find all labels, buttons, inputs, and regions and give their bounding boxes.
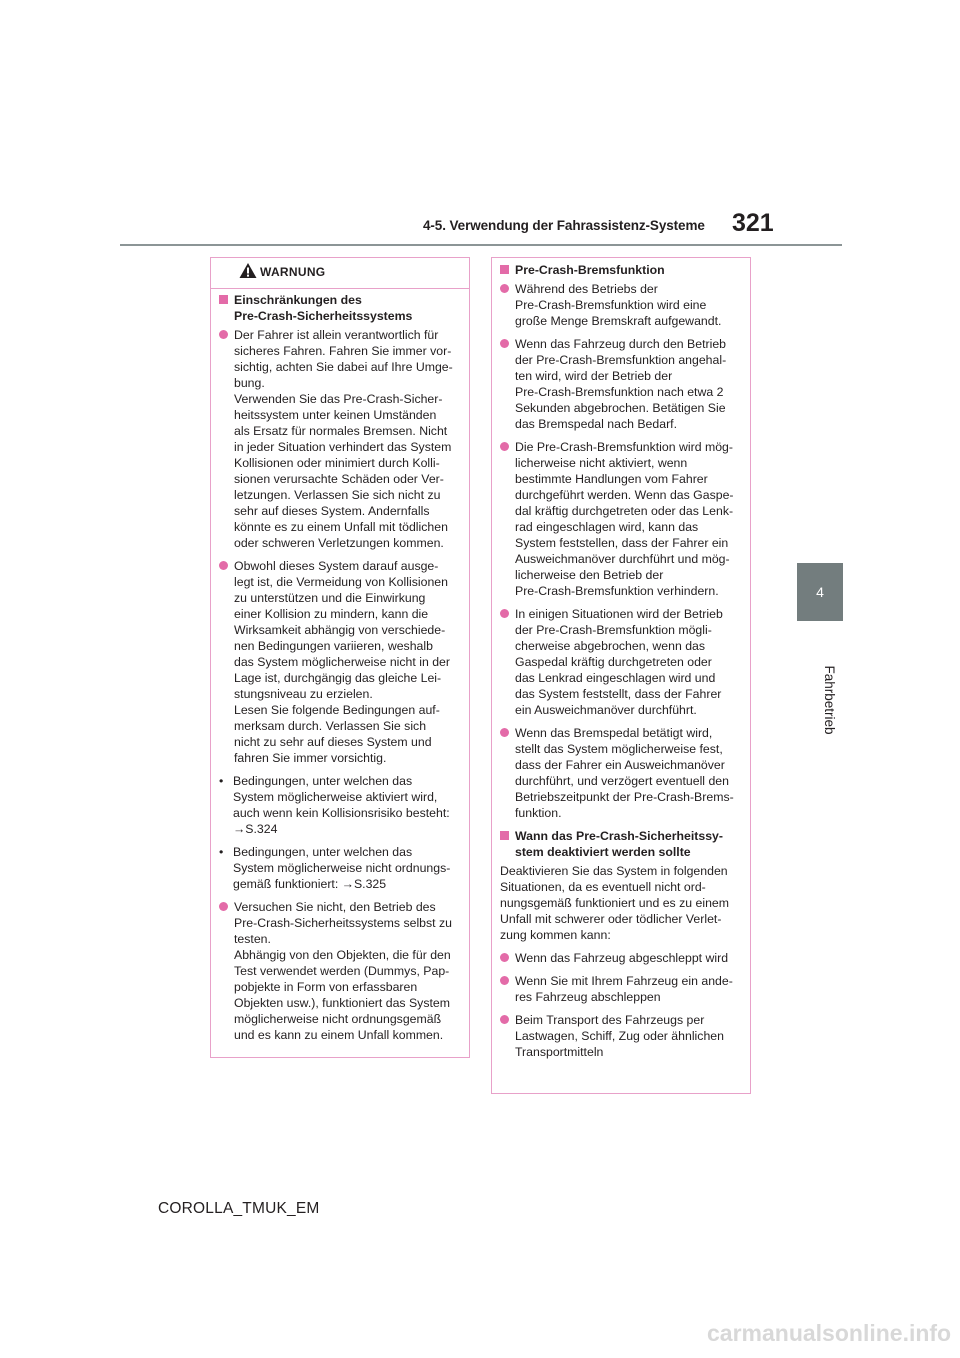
warning-header (211, 258, 469, 289)
warning-subitem: • Bedingungen, unter welchen das System möglicherweise nicht ordnungs- gemäß funktioniert: →S.325 (219, 844, 463, 892)
warning-bullet: Versuchen Sie nicht, den Betrieb des Pre-Crash-Sicherheitssystems selbst zu testen. Abhängig von den Objekten, die für den Test verwendet werden (Dummys, Pap- pobjekte in Form von erfassbaren Objekten usw.), funktioniert das System möglicherweise nicht ordnungsgemäß und es kann zu einem Unfall kommen. (219, 899, 463, 1043)
info-bullet: Während des Betriebs der Pre-Crash-Bremsfunktion wird eine große Menge Bremskraft aufgewandt. (500, 281, 744, 329)
warning-bullet: Der Fahrer ist allein verantwortlich für sicheres Fahren. Fahren Sie immer vor- sichtig, achten Sie dabei auf Ihre Umge- bung. Verwenden Sie das Pre-Crash-Sicher- heitssystem unter keinen Umständen als Ersatz für normales Bremsen. Nicht in jeder Situation verhindert das System Kollisionen oder minimiert durch Kolli- sionen verursachte Schäden oder Ver- letzungen. Verlassen Sie sich nicht zu sehr auf dieses System. Andernfalls könnte es zu einem Unfall mit tödlichen oder schweren Verletzungen kommen. (219, 327, 463, 551)
info-bullet: In einigen Situationen wird der Betrieb der Pre-Crash-Bremsfunktion mögli- cherweise abgebrochen, wenn das Gaspedal kräftig durchgetreten oder das Lenkrad eingeschlagen wird und das System feststellt, dass der Fahrer ein Ausweichmanöver durchführt. (500, 606, 744, 718)
info-heading: Pre-Crash-Bremsfunktion (500, 262, 744, 278)
page-number: 321 (732, 209, 774, 237)
info-paragraph: Deaktivieren Sie das System in folgenden Situationen, da es eventuell nicht ord- nungsgemäß funktioniert und es zu einem Unfall mit schwerer oder tödlicher Verlet- zung kommen kann: (500, 864, 729, 942)
info-bullet: Die Pre-Crash-Bremsfunktion wird mög- licherweise nicht aktiviert, wenn bestimmte Handlungen vom Fahrer durchgeführt werden. Wenn das Gaspe- dal kräftig durchgetreten oder das Lenk- rad eingeschlagen wird, kann das System feststellen, dass der Fahrer ein Ausweichmanöver durchführt und mög- licherweise den Betrieb der Pre-Crash-Bremsfunktion verhindern. (500, 439, 744, 599)
info-content (492, 258, 750, 1060)
warning-content (211, 289, 469, 1043)
info-bullet: Beim Transport des Fahrzeugs per Lastwagen, Schiff, Zug oder ähnlichen Transportmitteln (500, 1012, 744, 1060)
warning-title: WARNUNG (260, 265, 326, 279)
info-box (491, 257, 751, 1094)
info-bullet: Wenn das Bremspedal betätigt wird, stellt das System möglicherweise fest, dass der Fahrer ein Ausweichmanöver durchführt, und verzögert eventuell den Betriebszeitpunkt der Pre-Crash-Brems- funktion. (500, 725, 744, 821)
info-bullet: Wenn das Fahrzeug durch den Betrieb der Pre-Crash-Bremsfunktion angehal- ten wird, wird der Betrieb der Pre-Crash-Bremsfunktion nach etwa 2 Sekunden abgebrochen. Betätigen Sie das Bremspedal nach Bedarf. (500, 336, 744, 432)
warning-box (210, 257, 470, 1058)
warning-heading: Einschränkungen des Pre-Crash-Sicherheitssystems (219, 292, 463, 324)
info-bullet: Wenn das Fahrzeug abgeschleppt wird (500, 950, 744, 966)
warning-triangle-icon (239, 262, 257, 279)
info-bullet: Wenn Sie mit Ihrem Fahrzeug ein ande- res Fahrzeug abschleppen (500, 973, 744, 1005)
footer-code: COROLLA_TMUK_EM (158, 1200, 320, 1217)
chapter-tab: 4 (797, 563, 843, 621)
header-divider (120, 244, 842, 246)
chapter-label: Fahrbetrieb (822, 665, 837, 735)
watermark: carmanualsonline.info (707, 1320, 952, 1346)
warning-subitem: • Bedingungen, unter welchen das System möglicherweise aktiviert wird, auch wenn kein Kollisionsrisiko besteht: →S.324 (219, 773, 463, 837)
section-title: 4-5. Verwendung der Fahrassistenz-Systeme (423, 218, 705, 233)
info-heading: Wann das Pre-Crash-Sicherheitssy- stem deaktiviert werden sollte (500, 828, 744, 860)
warning-bullet: Obwohl dieses System darauf ausge- legt ist, die Vermeidung von Kollisionen zu unterstützen und die Einwirkung einer Kollision zu mindern, kann die Wirksamkeit abhängig von verschiede- nen Bedingungen variieren, weshalb das System möglicherweise nicht in der Lage ist, durchgängig das gleiche Lei- stungsniveau zu erzielen. Lesen Sie folgende Bedingungen auf- merksam durch. Verlassen Sie sich nicht zu sehr auf dieses System und fahren Sie immer vorsichtig. (219, 558, 463, 766)
